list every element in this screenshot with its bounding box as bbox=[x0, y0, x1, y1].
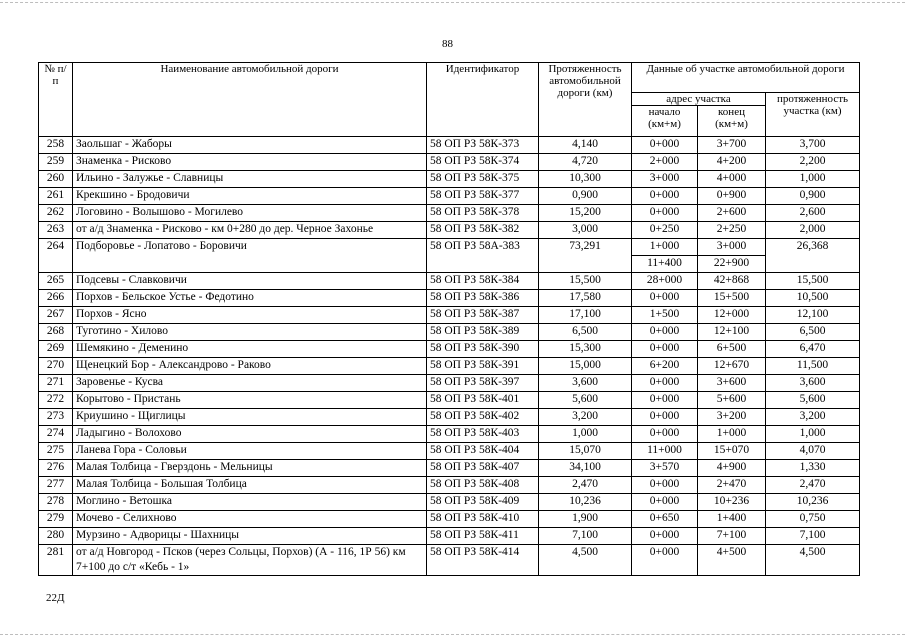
cell-end: 2+250 bbox=[698, 222, 766, 239]
cell-start: 0+000 bbox=[632, 341, 698, 358]
cell-start: 1+500 bbox=[632, 307, 698, 324]
cell-end: 12+000 bbox=[698, 307, 766, 324]
cell-segment-length: 12,100 bbox=[766, 307, 860, 324]
cell-segment-length: 0,900 bbox=[766, 188, 860, 205]
cell-identifier: 58 ОП РЗ 58К-409 bbox=[427, 494, 539, 511]
cell-num: 278 bbox=[39, 494, 73, 511]
cell-road-name: Порхов - Ясно bbox=[73, 307, 427, 324]
cell-identifier: 58 ОП РЗ 58К-401 bbox=[427, 392, 539, 409]
cell-end: 4+000 bbox=[698, 171, 766, 188]
cell-num: 272 bbox=[39, 392, 73, 409]
cell-length: 17,580 bbox=[539, 290, 632, 307]
cell-length: 1,000 bbox=[539, 426, 632, 443]
cell-identifier: 58 ОП РЗ 58К-403 bbox=[427, 426, 539, 443]
table-body bbox=[39, 137, 860, 576]
cell-length: 3,000 bbox=[539, 222, 632, 239]
table-row bbox=[39, 137, 860, 154]
cell-num: 275 bbox=[39, 443, 73, 460]
cell-segment-length: 2,470 bbox=[766, 477, 860, 494]
cell-segment-length: 10,236 bbox=[766, 494, 860, 511]
cell-identifier: 58 ОП РЗ 58К-389 bbox=[427, 324, 539, 341]
cell-start: 0+000 bbox=[632, 545, 698, 576]
cell-num: 268 bbox=[39, 324, 73, 341]
cell-road-name: Заольшаг - Жаборы bbox=[73, 137, 427, 154]
cell-road-name: Моглино - Ветошка bbox=[73, 494, 427, 511]
cell-segment-length: 1,000 bbox=[766, 171, 860, 188]
cell-identifier: 58 ОП РЗ 58К-391 bbox=[427, 358, 539, 375]
cell-road-name: Подсевы - Славковичи bbox=[73, 273, 427, 290]
cell-road-name: Мочево - Селихново bbox=[73, 511, 427, 528]
cell-start: 0+000 bbox=[632, 494, 698, 511]
table-row bbox=[39, 545, 860, 576]
cell-start: 28+000 bbox=[632, 273, 698, 290]
cell-start: 3+000 bbox=[632, 171, 698, 188]
table-row bbox=[39, 154, 860, 171]
cell-length: 7,100 bbox=[539, 528, 632, 545]
cell-start: 1+000 bbox=[632, 239, 698, 256]
cell-end: 22+900 bbox=[698, 256, 766, 273]
cell-length: 15,500 bbox=[539, 273, 632, 290]
cell-end: 12+100 bbox=[698, 324, 766, 341]
cell-num: 258 bbox=[39, 137, 73, 154]
cell-segment-length: 5,600 bbox=[766, 392, 860, 409]
header-length: Протяженность автомобильной дороги (км) bbox=[539, 63, 632, 137]
cell-segment-length: 0,750 bbox=[766, 511, 860, 528]
cell-identifier: 58 ОП РЗ 58К-402 bbox=[427, 409, 539, 426]
cell-length: 10,300 bbox=[539, 171, 632, 188]
cell-identifier: 58 ОП РЗ 58К-404 bbox=[427, 443, 539, 460]
cell-length: 4,500 bbox=[539, 545, 632, 576]
cell-road-name: Ланева Гора - Соловьи bbox=[73, 443, 427, 460]
cell-start: 3+570 bbox=[632, 460, 698, 477]
cell-num: 260 bbox=[39, 171, 73, 188]
footer-mark: 22Д bbox=[46, 592, 65, 604]
cell-length: 3,200 bbox=[539, 409, 632, 426]
table-row bbox=[39, 426, 860, 443]
cell-length: 4,720 bbox=[539, 154, 632, 171]
cell-identifier: 58 ОП РЗ 58К-384 bbox=[427, 273, 539, 290]
cell-road-name: Корытово - Пристань bbox=[73, 392, 427, 409]
cell-segment-length: 2,000 bbox=[766, 222, 860, 239]
table-row bbox=[39, 171, 860, 188]
cell-identifier: 58 ОП РЗ 58К-378 bbox=[427, 205, 539, 222]
cell-length: 10,236 bbox=[539, 494, 632, 511]
cell-segment-length: 4,070 bbox=[766, 443, 860, 460]
cell-num: 262 bbox=[39, 205, 73, 222]
cell-segment-length: 6,470 bbox=[766, 341, 860, 358]
cell-start: 0+000 bbox=[632, 375, 698, 392]
cell-start: 0+000 bbox=[632, 205, 698, 222]
cell-length: 0,900 bbox=[539, 188, 632, 205]
table-row bbox=[39, 222, 860, 239]
cell-road-name: от а/д Знаменка - Рисково - км 0+280 до дер. Черное Захонье bbox=[73, 222, 427, 239]
header-address: адрес участка bbox=[632, 93, 766, 106]
cell-identifier: 58 ОП РЗ 58К-410 bbox=[427, 511, 539, 528]
cell-length: 15,200 bbox=[539, 205, 632, 222]
cell-end: 42+868 bbox=[698, 273, 766, 290]
cell-length: 2,470 bbox=[539, 477, 632, 494]
cell-start: 0+000 bbox=[632, 426, 698, 443]
table-row bbox=[39, 358, 860, 375]
cell-segment-length: 7,100 bbox=[766, 528, 860, 545]
cell-road-name: Малая Толбица - Большая Толбица bbox=[73, 477, 427, 494]
cell-length: 34,100 bbox=[539, 460, 632, 477]
cell-road-name: Подборовье - Лопатово - Боровичи bbox=[73, 239, 427, 273]
cell-segment-length: 3,700 bbox=[766, 137, 860, 154]
cell-segment-length: 3,600 bbox=[766, 375, 860, 392]
table-row bbox=[39, 324, 860, 341]
table-row bbox=[39, 239, 860, 256]
cell-length: 1,900 bbox=[539, 511, 632, 528]
cell-segment-length: 2,200 bbox=[766, 154, 860, 171]
cell-end: 3+000 bbox=[698, 239, 766, 256]
cell-identifier: 58 ОП РЗ 58К-386 bbox=[427, 290, 539, 307]
table-row bbox=[39, 494, 860, 511]
cell-start: 0+000 bbox=[632, 137, 698, 154]
cell-segment-length: 1,330 bbox=[766, 460, 860, 477]
cell-identifier: 58 ОП РЗ 58К-373 bbox=[427, 137, 539, 154]
cell-identifier: 58 ОП РЗ 58К-390 bbox=[427, 341, 539, 358]
cell-road-name: Мурзино - Адворицы - Шахницы bbox=[73, 528, 427, 545]
cell-identifier: 58 ОП РЗ 58К-397 bbox=[427, 375, 539, 392]
header-num: № п/п bbox=[39, 63, 73, 137]
cell-start: 6+200 bbox=[632, 358, 698, 375]
cell-road-name: Заровенье - Кусва bbox=[73, 375, 427, 392]
cell-segment-length: 4,500 bbox=[766, 545, 860, 576]
table-row bbox=[39, 409, 860, 426]
cell-end: 3+200 bbox=[698, 409, 766, 426]
cell-end: 2+470 bbox=[698, 477, 766, 494]
table-row bbox=[39, 307, 860, 324]
cell-end: 15+500 bbox=[698, 290, 766, 307]
cell-identifier: 58 ОП РЗ 58К-387 bbox=[427, 307, 539, 324]
cell-num: 270 bbox=[39, 358, 73, 375]
cell-length: 15,000 bbox=[539, 358, 632, 375]
cell-segment-length: 2,600 bbox=[766, 205, 860, 222]
cell-end: 0+900 bbox=[698, 188, 766, 205]
header-end: конец (км+м) bbox=[698, 106, 766, 137]
cell-end: 2+600 bbox=[698, 205, 766, 222]
cell-start: 0+000 bbox=[632, 324, 698, 341]
cell-road-name: от а/д Новгород - Псков (через Сольцы, Порхов) (А - 116, 1Р 56) км 7+100 до с/т «Кебь - 1» bbox=[73, 545, 427, 576]
cell-end: 3+600 bbox=[698, 375, 766, 392]
cell-num: 276 bbox=[39, 460, 73, 477]
cell-start: 0+000 bbox=[632, 528, 698, 545]
cell-num: 259 bbox=[39, 154, 73, 171]
cell-road-name: Логовино - Волышово - Могилево bbox=[73, 205, 427, 222]
cell-num: 263 bbox=[39, 222, 73, 239]
cell-identifier: 58 ОП РЗ 58К-407 bbox=[427, 460, 539, 477]
table-row bbox=[39, 460, 860, 477]
cell-num: 261 bbox=[39, 188, 73, 205]
cell-length: 15,070 bbox=[539, 443, 632, 460]
table-row bbox=[39, 375, 860, 392]
cell-identifier: 58 ОП РЗ 58К-382 bbox=[427, 222, 539, 239]
cell-end: 1+000 bbox=[698, 426, 766, 443]
cell-num: 271 bbox=[39, 375, 73, 392]
cell-num: 281 bbox=[39, 545, 73, 576]
page-number: 88 bbox=[442, 38, 453, 50]
cell-num: 269 bbox=[39, 341, 73, 358]
cell-start: 0+000 bbox=[632, 392, 698, 409]
cell-segment-length: 15,500 bbox=[766, 273, 860, 290]
cell-identifier: 58 ОП РЗ 58К-374 bbox=[427, 154, 539, 171]
cell-length: 15,300 bbox=[539, 341, 632, 358]
cell-start: 0+000 bbox=[632, 188, 698, 205]
cell-segment-length: 11,500 bbox=[766, 358, 860, 375]
header-ident: Идентификатор bbox=[427, 63, 539, 137]
cell-end: 4+900 bbox=[698, 460, 766, 477]
cell-segment-length: 3,200 bbox=[766, 409, 860, 426]
cell-length: 17,100 bbox=[539, 307, 632, 324]
cell-num: 280 bbox=[39, 528, 73, 545]
table-row bbox=[39, 188, 860, 205]
cell-end: 4+500 bbox=[698, 545, 766, 576]
cell-segment-length: 26,368 bbox=[766, 239, 860, 273]
cell-num: 274 bbox=[39, 426, 73, 443]
cell-road-name: Щенецкий Бор - Александрово - Раково bbox=[73, 358, 427, 375]
cell-road-name: Знаменка - Рисково bbox=[73, 154, 427, 171]
cell-num: 267 bbox=[39, 307, 73, 324]
cell-end: 7+100 bbox=[698, 528, 766, 545]
cell-start: 0+000 bbox=[632, 477, 698, 494]
cell-length: 4,140 bbox=[539, 137, 632, 154]
table-row bbox=[39, 443, 860, 460]
cell-num: 279 bbox=[39, 511, 73, 528]
cell-end: 4+200 bbox=[698, 154, 766, 171]
table-row bbox=[39, 392, 860, 409]
cell-identifier: 58 ОП РЗ 58К-375 bbox=[427, 171, 539, 188]
cell-segment-length: 6,500 bbox=[766, 324, 860, 341]
cell-segment-length: 10,500 bbox=[766, 290, 860, 307]
cell-start: 0+250 bbox=[632, 222, 698, 239]
bottom-border-line bbox=[0, 634, 905, 635]
cell-start: 2+000 bbox=[632, 154, 698, 171]
cell-identifier: 58 ОП РЗ 58К-408 bbox=[427, 477, 539, 494]
cell-start: 11+400 bbox=[632, 256, 698, 273]
header-name: Наименование автомобильной дороги bbox=[73, 63, 427, 137]
cell-identifier: 58 ОП РЗ 58А-383 bbox=[427, 239, 539, 273]
cell-road-name: Туготино - Хилово bbox=[73, 324, 427, 341]
cell-start: 0+000 bbox=[632, 409, 698, 426]
cell-end: 12+670 bbox=[698, 358, 766, 375]
table-row bbox=[39, 511, 860, 528]
cell-num: 273 bbox=[39, 409, 73, 426]
cell-road-name: Малая Толбица - Гверздонь - Мельницы bbox=[73, 460, 427, 477]
cell-num: 265 bbox=[39, 273, 73, 290]
cell-road-name: Ильино - Залужье - Славницы bbox=[73, 171, 427, 188]
table-row bbox=[39, 341, 860, 358]
cell-length: 6,500 bbox=[539, 324, 632, 341]
cell-end: 3+700 bbox=[698, 137, 766, 154]
cell-end: 6+500 bbox=[698, 341, 766, 358]
cell-length: 5,600 bbox=[539, 392, 632, 409]
cell-identifier: 58 ОП РЗ 58К-414 bbox=[427, 545, 539, 576]
cell-start: 0+000 bbox=[632, 290, 698, 307]
cell-length: 3,600 bbox=[539, 375, 632, 392]
cell-road-name: Шемякино - Деменино bbox=[73, 341, 427, 358]
cell-identifier: 58 ОП РЗ 58К-411 bbox=[427, 528, 539, 545]
cell-end: 5+600 bbox=[698, 392, 766, 409]
cell-num: 266 bbox=[39, 290, 73, 307]
cell-identifier: 58 ОП РЗ 58К-377 bbox=[427, 188, 539, 205]
cell-end: 1+400 bbox=[698, 511, 766, 528]
top-border-line bbox=[0, 2, 905, 3]
table-row bbox=[39, 477, 860, 494]
roads-table bbox=[38, 62, 860, 576]
cell-segment-length: 1,000 bbox=[766, 426, 860, 443]
cell-end: 10+236 bbox=[698, 494, 766, 511]
header-start: начало (км+м) bbox=[632, 106, 698, 137]
cell-road-name: Ладыгино - Волохово bbox=[73, 426, 427, 443]
header-segment: Данные об участке автомобильной дороги bbox=[632, 63, 860, 93]
cell-start: 11+000 bbox=[632, 443, 698, 460]
cell-num: 277 bbox=[39, 477, 73, 494]
cell-end: 15+070 bbox=[698, 443, 766, 460]
cell-road-name: Порхов - Бельское Устье - Федотино bbox=[73, 290, 427, 307]
header-seg-length: протяженность участка (км) bbox=[766, 93, 860, 137]
table-row bbox=[39, 273, 860, 290]
cell-start: 0+650 bbox=[632, 511, 698, 528]
table-row bbox=[39, 290, 860, 307]
table-row bbox=[39, 528, 860, 545]
cell-road-name: Криушино - Щиглицы bbox=[73, 409, 427, 426]
cell-road-name: Крекшино - Бродовичи bbox=[73, 188, 427, 205]
cell-num: 264 bbox=[39, 239, 73, 273]
table-row bbox=[39, 205, 860, 222]
cell-length: 73,291 bbox=[539, 239, 632, 273]
